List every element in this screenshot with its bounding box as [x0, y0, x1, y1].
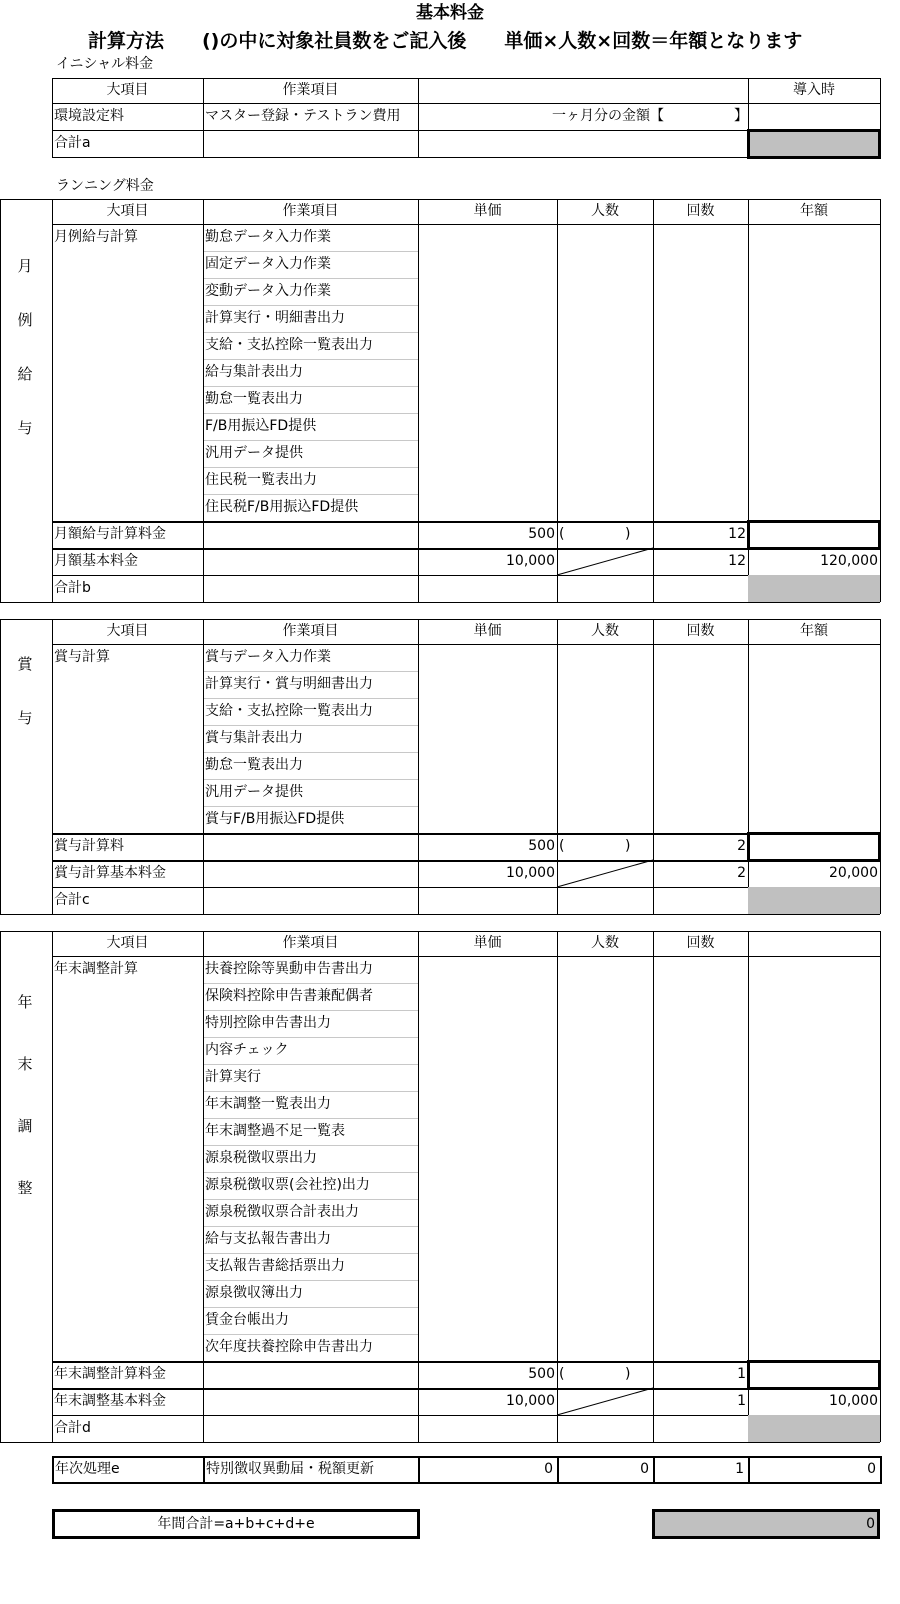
task-item: F/B用振込FD提供: [205, 418, 317, 434]
task-item: 計算実行・明細書出力: [205, 310, 345, 326]
task-item: 源泉税徴収票(会社控)出力: [205, 1177, 370, 1193]
base-times: 2: [737, 865, 746, 881]
base-times: 12: [728, 553, 746, 569]
header-task: 作業項目: [282, 935, 339, 951]
header-unit-price: 単価: [473, 203, 502, 219]
side-label-char: 月: [17, 257, 33, 275]
base-times: 1: [737, 1393, 746, 1409]
side-label-char: 末: [17, 1055, 33, 1073]
v-rule: [52, 931, 53, 1442]
calc-method: 計算方法 ()の中に対象社員数をご記入後 単価×人数×回数＝年額となります: [88, 30, 803, 52]
header-people: 人数: [591, 623, 619, 639]
fee-unit-price: 500: [528, 838, 555, 854]
grand-total-label-box: [52, 1509, 420, 1539]
fee-times: 1: [737, 1366, 746, 1382]
fee-times: 2: [737, 838, 746, 854]
task-item: 賞与データ入力作業: [205, 649, 331, 665]
task-item: 給与支払報告書出力: [205, 1231, 331, 1247]
initial-label: イニシャル料金: [56, 56, 154, 72]
task-item: 住民税F/B用振込FD提供: [205, 499, 359, 515]
side-label-char: 年: [17, 993, 33, 1011]
section-major: 月例給与計算: [54, 229, 138, 245]
header-annual: 年額: [800, 203, 828, 219]
task-item: 賞与集計表出力: [205, 730, 303, 746]
initial-major: 環境設定料: [54, 108, 124, 124]
h-rule: [52, 1482, 880, 1484]
grand-total-value: 0: [866, 1516, 875, 1532]
h-rule: [0, 602, 880, 603]
fee-paren-open: (: [559, 526, 565, 542]
section-major: 賞与計算: [54, 649, 110, 665]
task-item: 計算実行: [205, 1069, 261, 1085]
base-annual: 10,000: [829, 1393, 878, 1409]
header-unit-price: 単価: [473, 623, 502, 639]
v-rule: [880, 619, 881, 914]
h-rule: [0, 1442, 880, 1443]
fee-times: 12: [728, 526, 746, 542]
total-a-box: [747, 129, 881, 159]
initial-task: マスター登録・テストラン費用: [205, 108, 401, 124]
task-item: 年末調整一覧表出力: [205, 1096, 331, 1112]
side-label-char: 賞: [17, 655, 33, 673]
side-label-char: 与: [17, 419, 33, 437]
task-item: 源泉徴収簿出力: [205, 1285, 303, 1301]
section-total-value: [748, 1415, 880, 1442]
header-major: 大項目: [106, 203, 149, 219]
section-total-value: [748, 575, 880, 602]
task-item: 保険料控除申告書兼配偶者: [205, 988, 373, 1004]
task-item: 変動データ入力作業: [205, 283, 331, 299]
fee-paren-close: ): [625, 838, 631, 854]
grand-total-label: 年間合計=a+b+c+d+e: [157, 1516, 315, 1532]
header-major: 大項目: [106, 935, 149, 951]
v-rule: [880, 1456, 882, 1484]
task-item: 計算実行・賞与明細書出力: [205, 676, 373, 692]
v-rule: [557, 199, 558, 602]
side-label-char: 給: [17, 365, 33, 383]
header-task: 作業項目: [282, 203, 339, 219]
fee-label: 月額給与計算料金: [54, 526, 166, 542]
base-label: 賞与計算基本料金: [54, 865, 166, 881]
task-item: 賃金台帳出力: [205, 1312, 289, 1328]
task-item: 勤怠データ入力作業: [205, 229, 331, 245]
fee-annual-box: [747, 520, 881, 550]
header-times: 回数: [686, 203, 715, 219]
task-item: 特別控除申告書出力: [205, 1015, 331, 1031]
header-annual: 年額: [800, 623, 828, 639]
fee-paren-open: (: [559, 1366, 565, 1382]
fee-label: 賞与計算料: [54, 838, 124, 854]
header-install: 導入時: [793, 82, 835, 98]
annual-proc-task: 特別徴収異動届・税額更新: [206, 1461, 374, 1477]
page-title: 基本料金: [416, 3, 484, 23]
task-item: 扶養控除等異動申告書出力: [205, 961, 373, 977]
fee-label: 年末調整計算料金: [54, 1366, 166, 1382]
task-item: 住民税一覧表出力: [205, 472, 317, 488]
section-total-value: [748, 887, 880, 914]
header-task: 作業項目: [282, 82, 339, 98]
base-unit-price: 10,000: [506, 865, 555, 881]
task-item: 源泉税徴収票合計表出力: [205, 1204, 359, 1220]
header-times: 回数: [686, 935, 715, 951]
fee-annual-box: [747, 1360, 881, 1390]
annual-proc-unit: 0: [544, 1461, 553, 1477]
header-times: 回数: [686, 623, 715, 639]
task-item: 支給・支払控除一覧表出力: [205, 703, 373, 719]
people-diagonal: [557, 1388, 653, 1415]
fee-paren-close: ): [625, 1366, 631, 1382]
task-item: 次年度扶養控除申告書出力: [205, 1339, 373, 1355]
v-rule: [557, 931, 558, 1442]
task-item: 年末調整過不足一覧表: [205, 1123, 345, 1139]
section-total-label: 合計b: [54, 580, 91, 596]
task-item: 勤怠一覧表出力: [205, 391, 303, 407]
section-total-label: 合計d: [54, 1420, 91, 1436]
annual-proc-label: 年次処理e: [55, 1461, 120, 1477]
task-item: 勤怠一覧表出力: [205, 757, 303, 773]
total-a-label: 合計a: [54, 135, 91, 151]
annual-proc-people: 0: [640, 1461, 649, 1477]
running-label: ランニング料金: [56, 178, 154, 194]
task-item: 汎用データ提供: [205, 445, 303, 461]
fee-paren-close: ): [625, 526, 631, 542]
task-item: 内容チェック: [205, 1042, 289, 1058]
base-annual: 120,000: [820, 553, 878, 569]
section-major: 年末調整計算: [54, 961, 138, 977]
side-label-char: 与: [17, 709, 33, 727]
header-major: 大項目: [106, 623, 149, 639]
side-label-char: 整: [17, 1179, 33, 1197]
fee-annual-box: [747, 832, 881, 862]
h-rule: [52, 157, 748, 158]
base-unit-price: 10,000: [506, 1393, 555, 1409]
base-unit-price: 10,000: [506, 553, 555, 569]
section-total-label: 合計c: [54, 892, 90, 908]
base-annual: 20,000: [829, 865, 878, 881]
annual-proc-annual: 0: [867, 1461, 876, 1477]
base-label: 年末調整基本料金: [54, 1393, 166, 1409]
monthly-amount-note: 一ヶ月分の金額【 】: [552, 108, 748, 124]
header-unit-price: 単価: [473, 935, 502, 951]
v-rule: [52, 1456, 54, 1484]
task-item: 支給・支払控除一覧表出力: [205, 337, 373, 353]
fee-unit-price: 500: [528, 526, 555, 542]
task-item: 汎用データ提供: [205, 784, 303, 800]
side-label-char: 調: [17, 1117, 33, 1135]
task-item: 源泉税徴収票出力: [205, 1150, 317, 1166]
v-rule: [52, 619, 53, 914]
base-label: 月額基本料金: [54, 553, 138, 569]
fee-paren-open: (: [559, 838, 565, 854]
header-task: 作業項目: [282, 623, 339, 639]
people-diagonal: [557, 548, 653, 575]
header-people: 人数: [591, 203, 619, 219]
people-diagonal: [557, 860, 653, 887]
task-item: 支払報告書総括票出力: [205, 1258, 345, 1274]
side-label-char: 例: [17, 311, 33, 329]
fee-unit-price: 500: [528, 1366, 555, 1382]
v-rule: [52, 199, 53, 602]
v-rule: [203, 1456, 205, 1484]
annual-proc-times: 1: [735, 1461, 744, 1477]
task-item: 給与集計表出力: [205, 364, 303, 380]
h-rule: [0, 914, 880, 915]
header-major: 大項目: [106, 82, 149, 98]
task-item: 賞与F/B用振込FD提供: [205, 811, 345, 827]
header-people: 人数: [591, 935, 619, 951]
task-item: 固定データ入力作業: [205, 256, 331, 272]
v-rule: [880, 78, 881, 130]
